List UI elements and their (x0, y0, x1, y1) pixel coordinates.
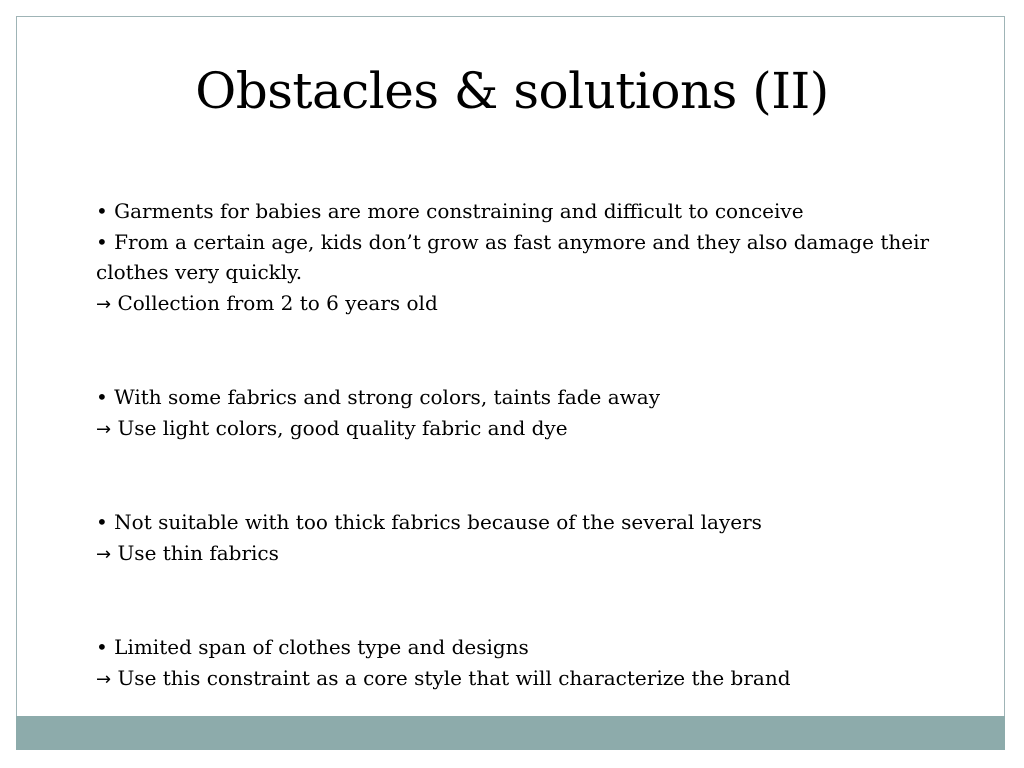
arrow-right-icon: → (96, 418, 112, 440)
content-block (96, 382, 936, 445)
bullet-icon: • (96, 199, 108, 223)
arrow-text: Use thin fabrics (117, 540, 279, 565)
arrow-line (96, 288, 936, 321)
bullet-text: With some fabrics and strong colors, taints fade away (114, 385, 661, 409)
bullet-line (96, 632, 936, 663)
bullet-line (96, 507, 936, 538)
bullet-text: Not suitable with too thick fabrics because of the several layers (114, 510, 762, 534)
arrow-line (96, 663, 936, 696)
bullet-icon: • (96, 229, 108, 254)
arrow-text: Use this constraint as a core style that will characterize the brand (117, 665, 791, 690)
content-block (96, 507, 936, 570)
arrow-right-icon: → (96, 293, 112, 315)
arrow-line (96, 413, 936, 446)
bullet-icon: • (96, 635, 108, 659)
slide-body (96, 196, 936, 695)
arrow-right-icon: → (96, 543, 112, 565)
arrow-right-icon: → (96, 668, 112, 690)
bullet-text: Limited span of clothes type and designs (114, 635, 529, 659)
slide-title: Obstacles & solutions (II) (195, 62, 829, 120)
bullet-icon: • (96, 385, 108, 409)
content-block (96, 196, 936, 320)
arrow-line (96, 538, 936, 571)
bullet-line (96, 382, 936, 413)
bullet-line (96, 196, 936, 227)
bullet-text: From a certain age, kids don’t grow as fast anymore and they also damage their clothes very quickly. (96, 229, 930, 284)
content-block (96, 632, 936, 695)
bullet-icon: • (96, 510, 108, 534)
bullet-line (96, 227, 936, 288)
bullet-text: Garments for babies are more constraining and difficult to conceive (114, 199, 804, 223)
arrow-text: Use light colors, good quality fabric and dye (117, 415, 568, 440)
arrow-text: Collection from 2 to 6 years old (117, 290, 438, 315)
footer-band (16, 716, 1005, 750)
